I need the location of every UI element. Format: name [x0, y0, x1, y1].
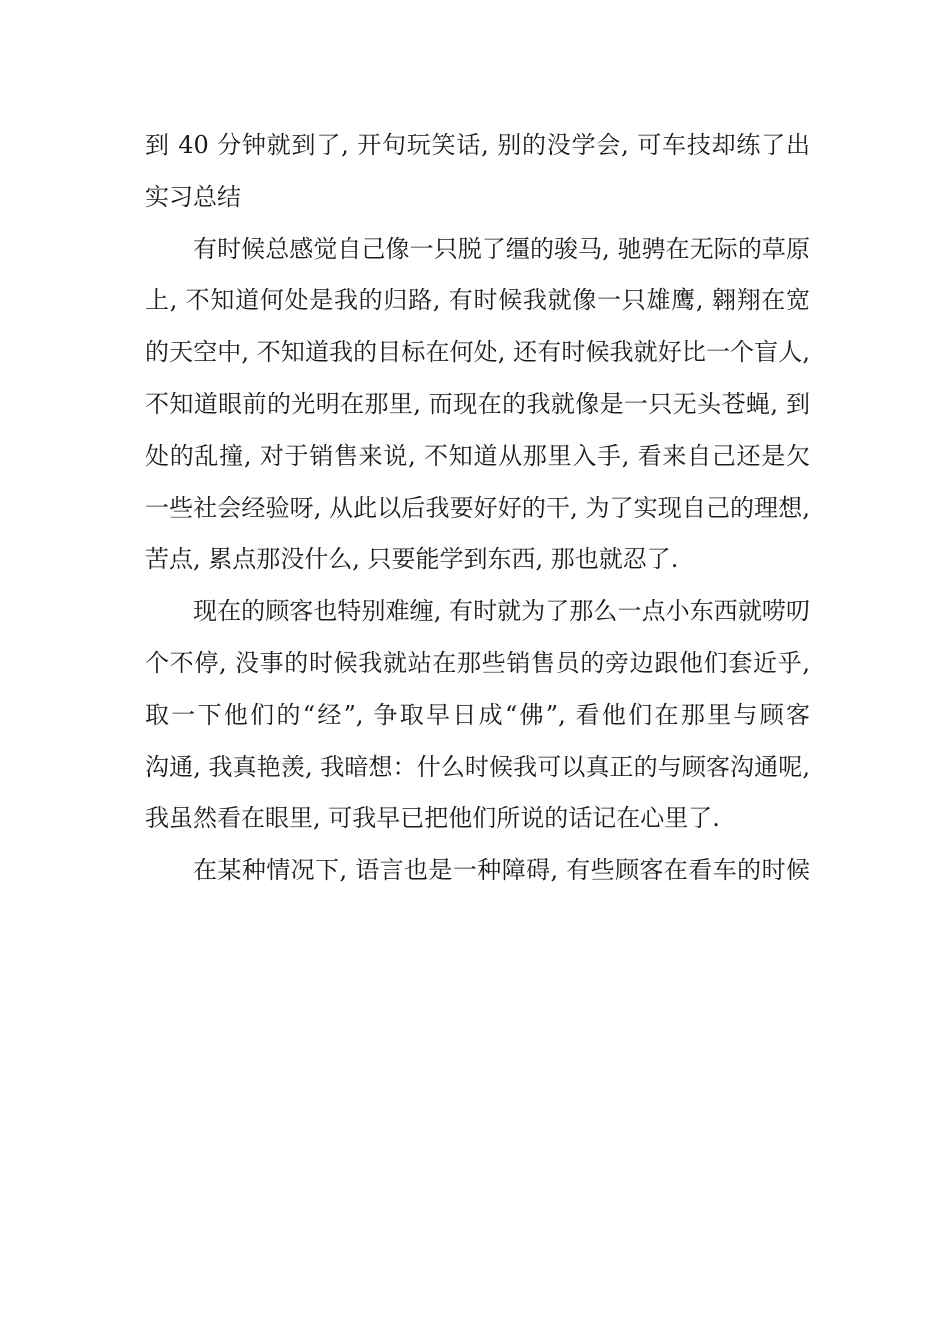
document-body: [145, 120, 810, 897]
text-line: 不知道眼前的光明在那里, 而现在的我就像是一只无头苍蝇, 到: [145, 389, 810, 418]
text-line: 的天空中, 不知道我的目标在何处, 还有时候我就好比一个盲人,: [145, 338, 810, 367]
text-line: 处的乱撞, 对于销售来说, 不知道从那里入手, 看来自己还是欠: [145, 441, 810, 470]
text-line: 上, 不知道何处是我的归路, 有时候我就像一只雄鹰, 翱翔在宽: [145, 286, 810, 315]
text-line: 取一下他们的“经”, 争取早日成“佛”, 看他们在那里与顾客: [145, 700, 810, 729]
paragraph-first-line: 在某种情况下, 语言也是一种障碍, 有些顾客在看车的时候: [193, 856, 810, 885]
text-line: 个不停, 没事的时候我就站在那些销售员的旁边跟他们套近乎,: [145, 648, 810, 677]
paragraph-first-line: 有时候总感觉自己像一只脱了缰的骏马, 驰骋在无际的草原: [193, 234, 810, 263]
text-line: 到 40 分钟就到了, 开句玩笑话, 别的没学会, 可车技却练了出: [145, 131, 810, 159]
paragraph-first-line: 现在的顾客也特别难缠, 有时就为了那么一点小东西就唠叨: [193, 597, 810, 626]
paragraph-last-line: 我虽然看在眼里, 可我早已把他们所说的话记在心里了.: [145, 804, 720, 833]
paragraph-last-line: 苦点, 累点那没什么, 只要能学到东西, 那也就忍了.: [145, 545, 679, 574]
text-line: 沟通, 我真艳羡, 我暗想：什么时候我可以真正的与顾客沟通呢,: [145, 752, 810, 781]
section-heading: 实习总结: [145, 182, 241, 211]
text-line: 一些社会经验呀, 从此以后我要好好的干, 为了实现自己的理想,: [145, 493, 810, 522]
